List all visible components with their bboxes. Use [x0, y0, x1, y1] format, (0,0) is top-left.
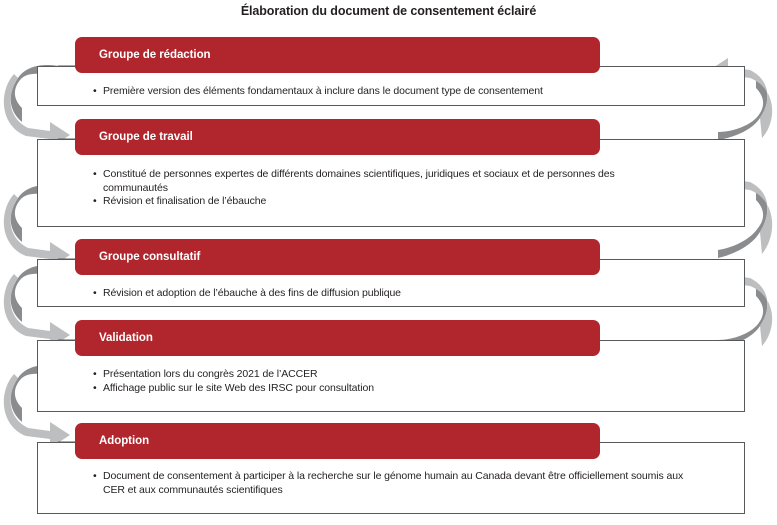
- stage-bullet: • Affichage public sur le site Web des IRSC pour consultation: [93, 382, 693, 396]
- stage-label: Validation: [99, 332, 153, 344]
- stage-body-validation: [93, 368, 693, 395]
- stage-label: Groupe consultatif: [99, 251, 201, 263]
- stage-label: Groupe de rédaction: [99, 49, 211, 61]
- stage-body-groupe-de-travail: [93, 168, 663, 209]
- stage-bullet: • Révision et finalisation de l’ébauche: [93, 195, 663, 209]
- page-title: Élaboration du document de consentement éclairé: [240, 4, 537, 18]
- stage-bullet: • Première version des éléments fondamentaux à inclure dans le document type de consentement: [93, 85, 693, 99]
- stage-header-groupe-consultatif[interactable]: [75, 239, 600, 275]
- stage-label: Groupe de travail: [99, 131, 193, 143]
- stage-header-groupe-de-redaction[interactable]: [75, 37, 600, 73]
- stage-bullet: • Révision et adoption de l’ébauche à des fins de diffusion publique: [93, 287, 693, 301]
- stage-label: Adoption: [99, 435, 150, 447]
- stage-body-groupe-de-redaction: [93, 85, 693, 99]
- stage-bullet: • Présentation lors du congrès 2021 de l’ACCER: [93, 368, 693, 382]
- stage-header-groupe-de-travail[interactable]: [75, 119, 600, 155]
- stage-body-groupe-consultatif: [93, 287, 693, 301]
- stage-header-adoption[interactable]: [75, 423, 600, 459]
- stage-body-adoption: [93, 470, 693, 497]
- stage-header-validation[interactable]: [75, 320, 600, 356]
- stage-bullet: • Document de consentement à participer à la recherche sur le génome humain au Canada devant être officiellement soumis aux CER et aux communautés scientifiques: [93, 470, 693, 497]
- stage-bullet: • Constitué de personnes expertes de différents domaines scientifiques, juridiques et sociaux et de personnes des communautés: [93, 168, 663, 195]
